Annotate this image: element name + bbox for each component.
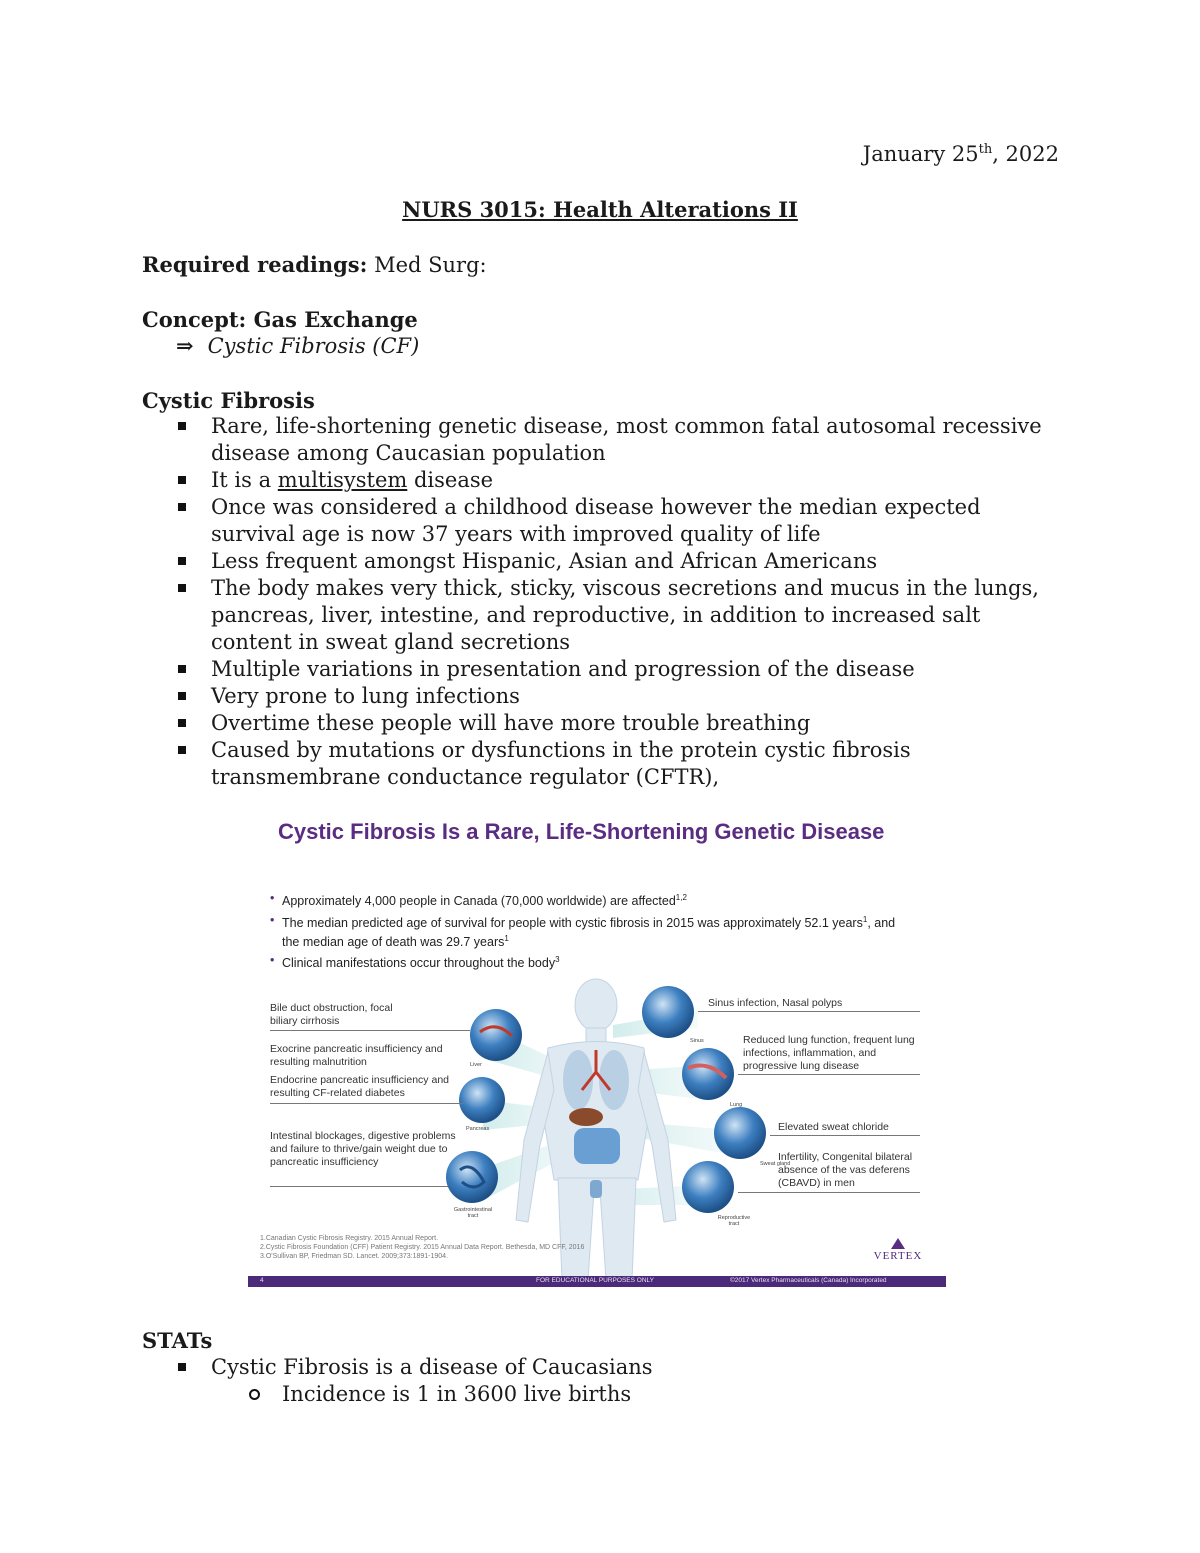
organ-tag: Lung: [730, 1102, 743, 1108]
organ-tag: Liver: [470, 1062, 482, 1068]
organ-tag: Gastrointestinal tract: [453, 1207, 493, 1219]
label-exocrine: Exocrine pancreatic insufficiency and resulting malnutrition: [270, 1043, 443, 1068]
list-item: It is a multisystem disease: [0, 467, 1060, 494]
square-bullet-icon: [178, 503, 186, 511]
required-readings: Required readings: Med Surg:: [142, 252, 487, 277]
list-item: Overtime these people will have more trouble breathing: [0, 710, 1060, 737]
organ-tag: Sweat gland: [760, 1161, 791, 1167]
list-item: Cystic Fibrosis is a disease of Caucasians: [0, 1354, 1060, 1381]
square-bullet-icon: [178, 692, 186, 700]
intestines: [574, 1128, 620, 1164]
concept-item: ⇒ Cystic Fibrosis (CF): [176, 333, 420, 358]
vertex-logo: VERTEX: [868, 1238, 928, 1262]
list-item: Caused by mutations or dysfunctions in the protein cystic fibrosis transmembrane conductance regulator (CFTR),: [0, 737, 1060, 791]
course-title: NURS 3015: Health Alterations II: [402, 197, 798, 222]
slide-footnotes: 1.Canadian Cystic Fibrosis Registry. 2015 Annual Report. 2.Cystic Fibrosis Foundation (CFF) Patient Registry. 2015 Annual Data Report. Bethesda, MD CFF, 2016 3.O'Sullivan BP, Friedman SD. Lancet. 2009;373:1891-1904.: [260, 1235, 585, 1260]
organ-tag: Pancreas: [466, 1126, 490, 1132]
reproductive-orb: [682, 1161, 734, 1213]
label-endocrine: Endocrine pancreatic insufficiency and resulting CF-related diabetes: [270, 1074, 449, 1099]
label-sinus: Sinus infection, Nasal polyps: [708, 997, 843, 1009]
reproductive-organ: [590, 1180, 602, 1198]
slide-bullet: • The median predicted age of survival for people with cystic fibrosis in 2015 was approximately 52.1 years$^1$, and the median age of death was 29.7 years$^1$: [270, 913, 896, 950]
vertex-triangle-icon: [891, 1238, 905, 1249]
list-item: Once was considered a childhood disease however the median expected survival age is now 37 years with improved quality of life: [0, 494, 1060, 548]
sinus-orb: [642, 986, 694, 1038]
list-item: Less frequent amongst Hispanic, Asian and African Americans: [0, 548, 1060, 575]
cf-slide-image: [248, 810, 946, 1288]
organ-tag: Sinus: [690, 1038, 704, 1044]
slide-bullet: • Clinical manifestations occur throughout the body$^3$: [270, 953, 560, 971]
list-item: Very prone to lung infections: [0, 683, 1060, 710]
label-intestinal: Intestinal blockages, digestive problems and failure to thrive/gain weight due to pancreatic insufficiency: [270, 1130, 456, 1168]
label-lung: Reduced lung function, frequent lung infections, inflammation, and progressive lung disease: [743, 1034, 915, 1072]
liver-orb: [470, 1009, 522, 1061]
organ-tag: Reproductive tract: [717, 1215, 751, 1227]
square-bullet-icon: [178, 665, 186, 673]
section-heading: Cystic Fibrosis: [142, 388, 315, 413]
date: January 25th, 2022: [862, 142, 1059, 166]
liver: [569, 1108, 603, 1126]
list-item: Rare, life-shortening genetic disease, most common fatal autosomal recessive disease among Caucasian population: [0, 413, 1060, 467]
slide-bullet: • Approximately 4,000 people in Canada (70,000 worldwide) are affected$^{1,2}$: [270, 891, 687, 909]
label-sweat: Elevated sweat chloride: [778, 1121, 889, 1133]
cf-bullet-list: [0, 413, 1060, 791]
list-item: Incidence is 1 in 3600 live births: [0, 1381, 631, 1408]
square-bullet-icon: [178, 719, 186, 727]
sweat-gland-orb: [714, 1107, 766, 1159]
lung-orb: [682, 1048, 734, 1100]
circle-bullet-icon: [249, 1389, 260, 1400]
slide-title: Cystic Fibrosis Is a Rare, Life-Shortening Genetic Disease: [278, 819, 885, 844]
square-bullet-icon: [178, 557, 186, 565]
square-bullet-icon: [178, 476, 186, 484]
square-bullet-icon: [178, 422, 186, 430]
slide-footer-bar: 4 FOR EDUCATIONAL PURPOSES ONLY ©2017 Vertex Pharmaceuticals (Canada) Incorporated: [248, 1276, 946, 1287]
square-bullet-icon: [178, 746, 186, 754]
label-infertility: Infertility, Congenital bilateral absence of the vas deferens (CBAVD) in men: [778, 1151, 913, 1189]
square-bullet-icon: [178, 584, 186, 592]
list-item: The body makes very thick, sticky, viscous secretions and mucus in the lungs, pancreas, liver, intestine, and reproductive, in addition to increased salt content in sweat gland secretions: [0, 575, 1060, 656]
stats-list: [0, 1354, 1060, 1381]
stats-heading: STATs: [142, 1328, 213, 1353]
label-bile-duct: Bile duct obstruction, focal biliary cirrhosis: [270, 1002, 393, 1027]
list-item: Multiple variations in presentation and progression of the disease: [0, 656, 1060, 683]
stats-sublist: [0, 1381, 631, 1408]
arrow-icon: ⇒: [176, 333, 194, 358]
square-bullet-icon: [178, 1363, 186, 1371]
concept-heading: Concept: Gas Exchange: [142, 307, 418, 332]
